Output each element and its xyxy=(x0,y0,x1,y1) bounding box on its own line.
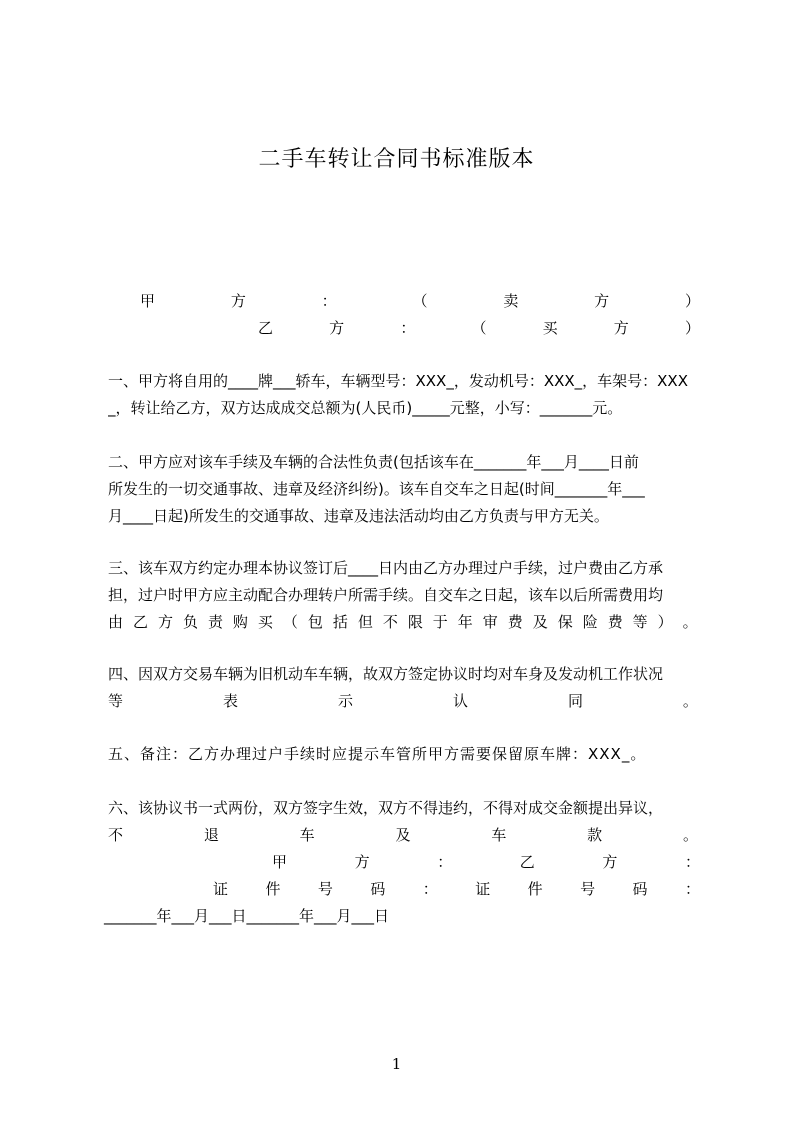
party-b-char: 买 xyxy=(542,319,558,337)
clause-4-char: 。 xyxy=(682,692,698,710)
id-char: 件 xyxy=(527,880,543,898)
clause-3-line: 担，过户时甲方应主动配合办理转户所需手续。自交车之日起，该车以后所需费用均 xyxy=(108,586,664,604)
party-a-char: （ xyxy=(412,292,428,310)
id-char: 号 xyxy=(580,880,596,898)
id-char: 证 xyxy=(213,880,229,898)
date-line: _______年___月___日_______年___月___日 xyxy=(104,907,390,925)
clause-3-char: 购 xyxy=(232,613,248,631)
clause-4-char: 等 xyxy=(108,692,124,710)
signature-char: 甲 xyxy=(272,853,288,871)
clause-6 xyxy=(108,795,698,849)
party-a-char: ） xyxy=(684,292,700,310)
clause-3-char: 于 xyxy=(432,613,448,631)
clause-2-line: 所发生的一切交通事故、违章及经济纠纷)。该车自交车之日起(时间_______年___ xyxy=(108,480,645,498)
clause-3-char: 等 xyxy=(632,613,648,631)
party-b-char: 方 xyxy=(613,319,629,337)
clause-3-char: 审 xyxy=(482,613,498,631)
clause-4-line-justified xyxy=(108,688,698,715)
clause-3-line-justified xyxy=(108,609,698,636)
clause-3-char: 由 xyxy=(108,613,124,631)
clause-3-char: 包 xyxy=(307,613,323,631)
clause-6-char: 。 xyxy=(682,826,698,844)
clause-4-char: 同 xyxy=(567,692,583,710)
party-a-char: 方 xyxy=(594,292,610,310)
clause-6-char: 款 xyxy=(587,826,603,844)
clause-3-char: 括 xyxy=(332,613,348,631)
clause-4-line: 四、因双方交易车辆为旧机动车车辆，故双方签定协议时均对车身及发动机工作状况 xyxy=(108,665,664,683)
clause-3-char: 险 xyxy=(582,613,598,631)
clause-4-char: 示 xyxy=(337,692,353,710)
signature-char: 乙 xyxy=(519,853,535,871)
id-char: 码 xyxy=(632,880,648,898)
party-b-char: （ xyxy=(471,319,487,337)
clause-6-char: 及 xyxy=(395,826,411,844)
clause-4 xyxy=(108,661,698,715)
clause-3-char: 负 xyxy=(182,613,198,631)
signature-char: ： xyxy=(437,853,453,871)
clause-4-char: 认 xyxy=(452,692,468,710)
page-number: 1 xyxy=(391,1055,402,1073)
signature-char: ： xyxy=(684,853,700,871)
signature-char: 方 xyxy=(602,853,618,871)
party-b-char: 乙 xyxy=(258,319,274,337)
signature-line xyxy=(272,849,700,875)
clause-3-char: 保 xyxy=(557,613,573,631)
clause-6-char: 车 xyxy=(299,826,315,844)
party-a-char: ： xyxy=(321,292,337,310)
party-a-line xyxy=(140,288,700,314)
party-b-line xyxy=(258,315,700,341)
id-char: 号 xyxy=(317,880,333,898)
clause-6-char: 车 xyxy=(491,826,507,844)
clause-2 xyxy=(108,449,698,530)
clause-6-char: 退 xyxy=(203,826,219,844)
clause-3-char: 买 xyxy=(257,613,273,631)
party-b-char: ） xyxy=(684,319,700,337)
clause-1-line: 一、甲方将自用的____牌___轿车，车辆型号：XXX_，发动机号：XXX_，车架号：XXX xyxy=(108,372,688,390)
clause-6-line-justified xyxy=(108,822,698,849)
party-b-char: 方 xyxy=(329,319,345,337)
id-char: 证 xyxy=(475,880,491,898)
id-char: 码 xyxy=(370,880,386,898)
clause-3-char: 责 xyxy=(207,613,223,631)
clause-3 xyxy=(108,555,698,636)
id-char: 件 xyxy=(265,880,281,898)
clause-4-char: 表 xyxy=(222,692,238,710)
clause-2-line: 二、甲方应对该车手续及车辆的合法性负责(包括该车在_______年___月____日前 xyxy=(108,453,639,471)
id-number-line xyxy=(213,876,700,902)
party-a-char: 甲 xyxy=(140,292,156,310)
id-char: ： xyxy=(684,880,700,898)
id-char: ： xyxy=(422,880,438,898)
clause-1 xyxy=(108,368,698,422)
clause-3-char: （ xyxy=(282,613,298,631)
clause-2-line: 月____日起)所发生的交通事故、违章及违法活动均由乙方负责与甲方无关。 xyxy=(108,507,609,525)
clause-5: 五、备注：乙方办理过户手续时应提示车管所甲方需要保留原车牌：XXX_。 xyxy=(108,745,647,763)
signature-char: 方 xyxy=(354,853,370,871)
clause-3-char: 费 xyxy=(607,613,623,631)
clause-3-char: ） xyxy=(657,613,673,631)
party-b-char: ： xyxy=(400,319,416,337)
clause-3-char: 及 xyxy=(532,613,548,631)
clause-3-char: 费 xyxy=(507,613,523,631)
document-title: 二手车转让合同书标准版本 xyxy=(258,147,535,172)
party-a-char: 方 xyxy=(230,292,246,310)
clause-1-line: _，转让给乙方，双方达成成交总额为(人民币)_____元整，小写：_______元。 xyxy=(108,399,623,417)
clause-3-char: 但 xyxy=(357,613,373,631)
clause-6-line: 六、该协议书一式两份，双方签字生效，双方不得违约，不得对成交金额提出异议， xyxy=(108,799,664,817)
clause-3-char: 限 xyxy=(407,613,423,631)
clause-3-char: 不 xyxy=(382,613,398,631)
clause-6-char: 不 xyxy=(108,826,124,844)
clause-3-char: 。 xyxy=(682,613,698,631)
clause-3-char: 年 xyxy=(457,613,473,631)
clause-3-line: 三、该车双方约定办理本协议签订后____日内由乙方办理过户手续，过户费由乙方承 xyxy=(108,559,664,577)
clause-3-char: 乙 xyxy=(132,613,148,631)
clause-3-char: 方 xyxy=(157,613,173,631)
party-a-char: 卖 xyxy=(503,292,519,310)
